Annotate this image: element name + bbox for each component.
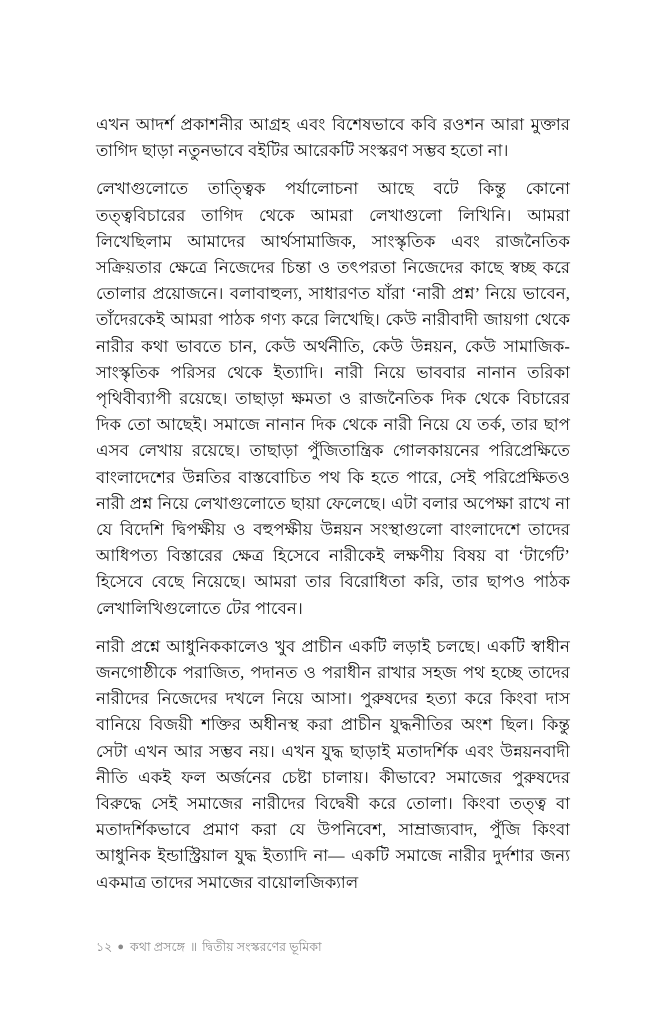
footer-bar-separator-icon: ॥ xyxy=(189,940,198,954)
footer-chapter-title: দ্বিতীয় সংস্করণের ভূমিকা xyxy=(202,940,322,954)
paragraph-2: লেখাগুলোতে তাত্ত্বিক পর্যালোচনা আছে বটে কিন্তু কোনো তত্ত্ববিচারের তাগিদ থেকে আমরা লেখাগুলো লিখিনি। আমরা লিখেছিলাম আমাদের আর্থসামাজিক, সাংস্কৃতিক এবং রাজনৈতিক সক্রিয়তার ক্ষেত্রে নিজেদের চিন্তা ও তৎপরতা নিজেদের কাছে স্বচ্ছ করে তোলার প্রয়োজনে। বলাবাহুল্য, সাধারণত যাঁরা ‘নারী প্রশ্ন’ নিয়ে ভাবেন, তাঁদেরকেই আমরা পাঠক গণ্য করে লিখেছি। কেউ নারীবাদী জায়গা থেকে নারীর কথা ভাবতে চান, কেউ অর্থনীতি, কেউ উন্নয়ন, কেউ সামাজিক-সাংস্কৃতিক পরিসর থেকে ইত্যাদি। নারী নিয়ে ভাববার নানান তরিকা পৃথিবীব্যাপী রয়েছে। তাছাড়া ক্ষমতা ও রাজনৈতিক দিক থেকে বিচারের দিক তো আছেই। সমাজে নানান দিক থেকে নারী নিয়ে যে তর্ক, তার ছাপ এসব লেখায় রয়েছে। তাছাড়া পুঁজিতান্ত্রিক গোলকায়নের পরিপ্রেক্ষিতে বাংলাদেশের উন্নতির বাস্তবোচিত পথ কি হতে পারে, সেই পরিপ্রেক্ষিতও নারী প্রশ্ন নিয়ে লেখাগুলোতে ছায়া ফেলেছে। এটা বলার অপেক্ষা রাখে না যে বিদেশি দ্বিপক্ষীয় ও বহুপক্ষীয় উন্নয়ন সংস্থাগুলো বাংলাদেশে তাদের আধিপত্য বিস্তারের ক্ষেত্র হিসেবে নারীকেই লক্ষণীয় বিষয় বা ‘টার্গেট’ হিসেবে বেছে নিয়েছে। আমরা তার বিরোধিতা করি, তার ছাপও পাঠক লেখালিখিগুলোতে টের পাবেন। xyxy=(96,179,571,618)
paragraph-3: নারী প্রশ্নে আধুনিককালেও খুব প্রাচীন একটি লড়াই চলছে। একটি স্বাধীন জনগোষ্ঠীকে পরাজিত, পদানত ও পরাধীন রাখার সহজ পথ হচ্ছে তাদের নারীদের নিজেদের দখলে নিয়ে আসা। পুরুষদের হত্যা করে কিংবা দাস বানিয়ে বিজয়ী শক্তির অধীনস্থ করা প্রাচীন যুদ্ধনীতির অংশ ছিল। কিন্তু সেটা এখন আর সম্ভব নয়। এখন যুদ্ধ ছাড়াই মতাদর্শিক এবং উন্নয়নবাদী নীতি একই ফল অর্জনের চেষ্টা চালায়। কীভাবে? সমাজের পুরুষদের বিরুদ্ধে সেই সমাজের নারীদের বিদ্বেষী করে তোলা। কিংবা তত্ত্ব বা মতাদর্শিকভাবে প্রমাণ করা যে উপনিবেশ, সাম্রাজ্যবাদ, পুঁজি কিংবা আধুনিক ইন্ডাস্ট্রিয়াল যুদ্ধ ইত্যাদি না— একটি সমাজে নারীর দুর্দশার জন্য একমাত্র তাদের সমাজের বায়োলজিক্যাল xyxy=(96,636,570,892)
body-text-column xyxy=(96,112,570,896)
footer-dot-separator-icon: ● xyxy=(117,941,125,953)
page-number: ১২ xyxy=(96,940,113,954)
paragraph-1: এখন আদর্শ প্রকাশনীর আগ্রহ এবং বিশেষভাবে কবি রওশন আরা মুক্তার তাগিদ ছাড়া নতুনভাবে বইটির আরেকটি সংস্করণ সম্ভব হতো না। xyxy=(96,115,570,161)
footer-book-title: কথা প্রসঙ্গে xyxy=(130,940,185,954)
running-footer xyxy=(96,938,570,956)
